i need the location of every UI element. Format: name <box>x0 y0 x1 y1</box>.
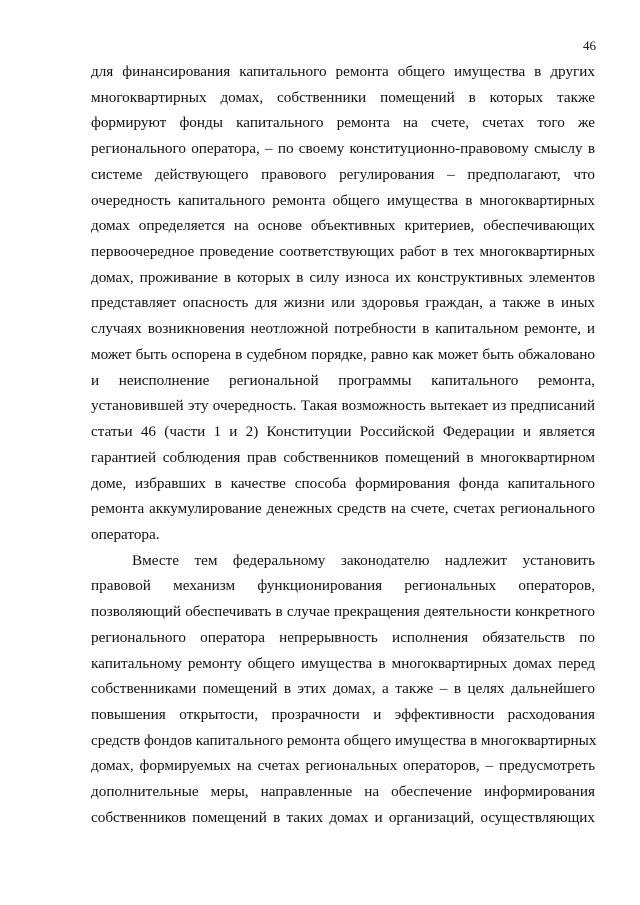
text-line: правовой механизм функционирования региональных операторов, <box>91 577 595 595</box>
text-line: многоквартирных домах, собственники помещений в которых также <box>91 88 595 106</box>
body-text <box>91 59 595 831</box>
text-line: домах, формируемых на счетах региональных операторов, – предусмотреть <box>91 757 595 775</box>
text-line: домах определяется на основе объективных критериев, обеспечивающих <box>91 217 595 235</box>
text-line: Вместе тем федеральному законодателю надлежит установить <box>132 551 595 569</box>
text-line: статьи 46 (части 1 и 2) Конституции Российской Федерации и является <box>91 423 595 441</box>
text-line: ремонта аккумулирование денежных средств на счете, счетах регионального <box>91 500 595 518</box>
text-line: системе действующего правового регулирования – предполагают, что <box>91 165 595 183</box>
text-line: повышения открытости, прозрачности и эффективности расходования <box>91 705 595 723</box>
text-line: средств фондов капитального ремонта общего имущества в многоквартирных <box>91 731 597 749</box>
text-line: регионального оператора, – по своему конституционно-правовому смыслу в <box>91 140 595 158</box>
text-line: собственниками помещений в этих домах, а также – в целях дальнейшего <box>91 680 595 698</box>
text-line: гарантией соблюдения прав собственников помещений в многоквартирном <box>91 448 595 466</box>
text-line: собственников помещений в таких домах и организаций, осуществляющих <box>91 808 595 826</box>
text-line: для финансирования капитального ремонта общего имущества в других <box>91 63 595 80</box>
page-number: 46 <box>583 38 596 53</box>
text-line: представляет опасность для жизни или здоровья граждан, а также в иных <box>91 294 595 312</box>
text-line: дополнительные меры, направленные на обеспечение информирования <box>91 783 595 801</box>
text-line: домах, проживание в которых в силу износа их конструктивных элементов <box>91 268 595 286</box>
text-line: формируют фонды капитального ремонта на счете, счетах того же <box>91 114 595 132</box>
text-line: установившей эту очередность. Такая возможность вытекает из предписаний <box>91 397 595 415</box>
text-line: и неисполнение региональной программы капитального ремонта, <box>91 371 595 389</box>
text-line: оператора. <box>91 525 160 543</box>
text-line: доме, избравших в качестве способа формирования фонда капитального <box>91 474 595 492</box>
text-line: может быть оспорена в судебном порядке, равно как может быть обжаловано <box>91 345 595 363</box>
text-line: первоочередное проведение соответствующих работ в тех многоквартирных <box>91 243 595 261</box>
text-line: случаях возникновения неотложной потребности в капитальном ремонте, и <box>91 320 595 338</box>
text-line: позволяющий обеспечивать в случае прекращения деятельности конкретного <box>91 603 595 621</box>
text-line: капитальному ремонту общего имущества в многоквартирных домах перед <box>91 654 595 672</box>
text-line: очередность капитального ремонта общего имущества в многоквартирных <box>91 191 595 209</box>
text-line: регионального оператора непрерывность исполнения обязательств по <box>91 628 595 646</box>
